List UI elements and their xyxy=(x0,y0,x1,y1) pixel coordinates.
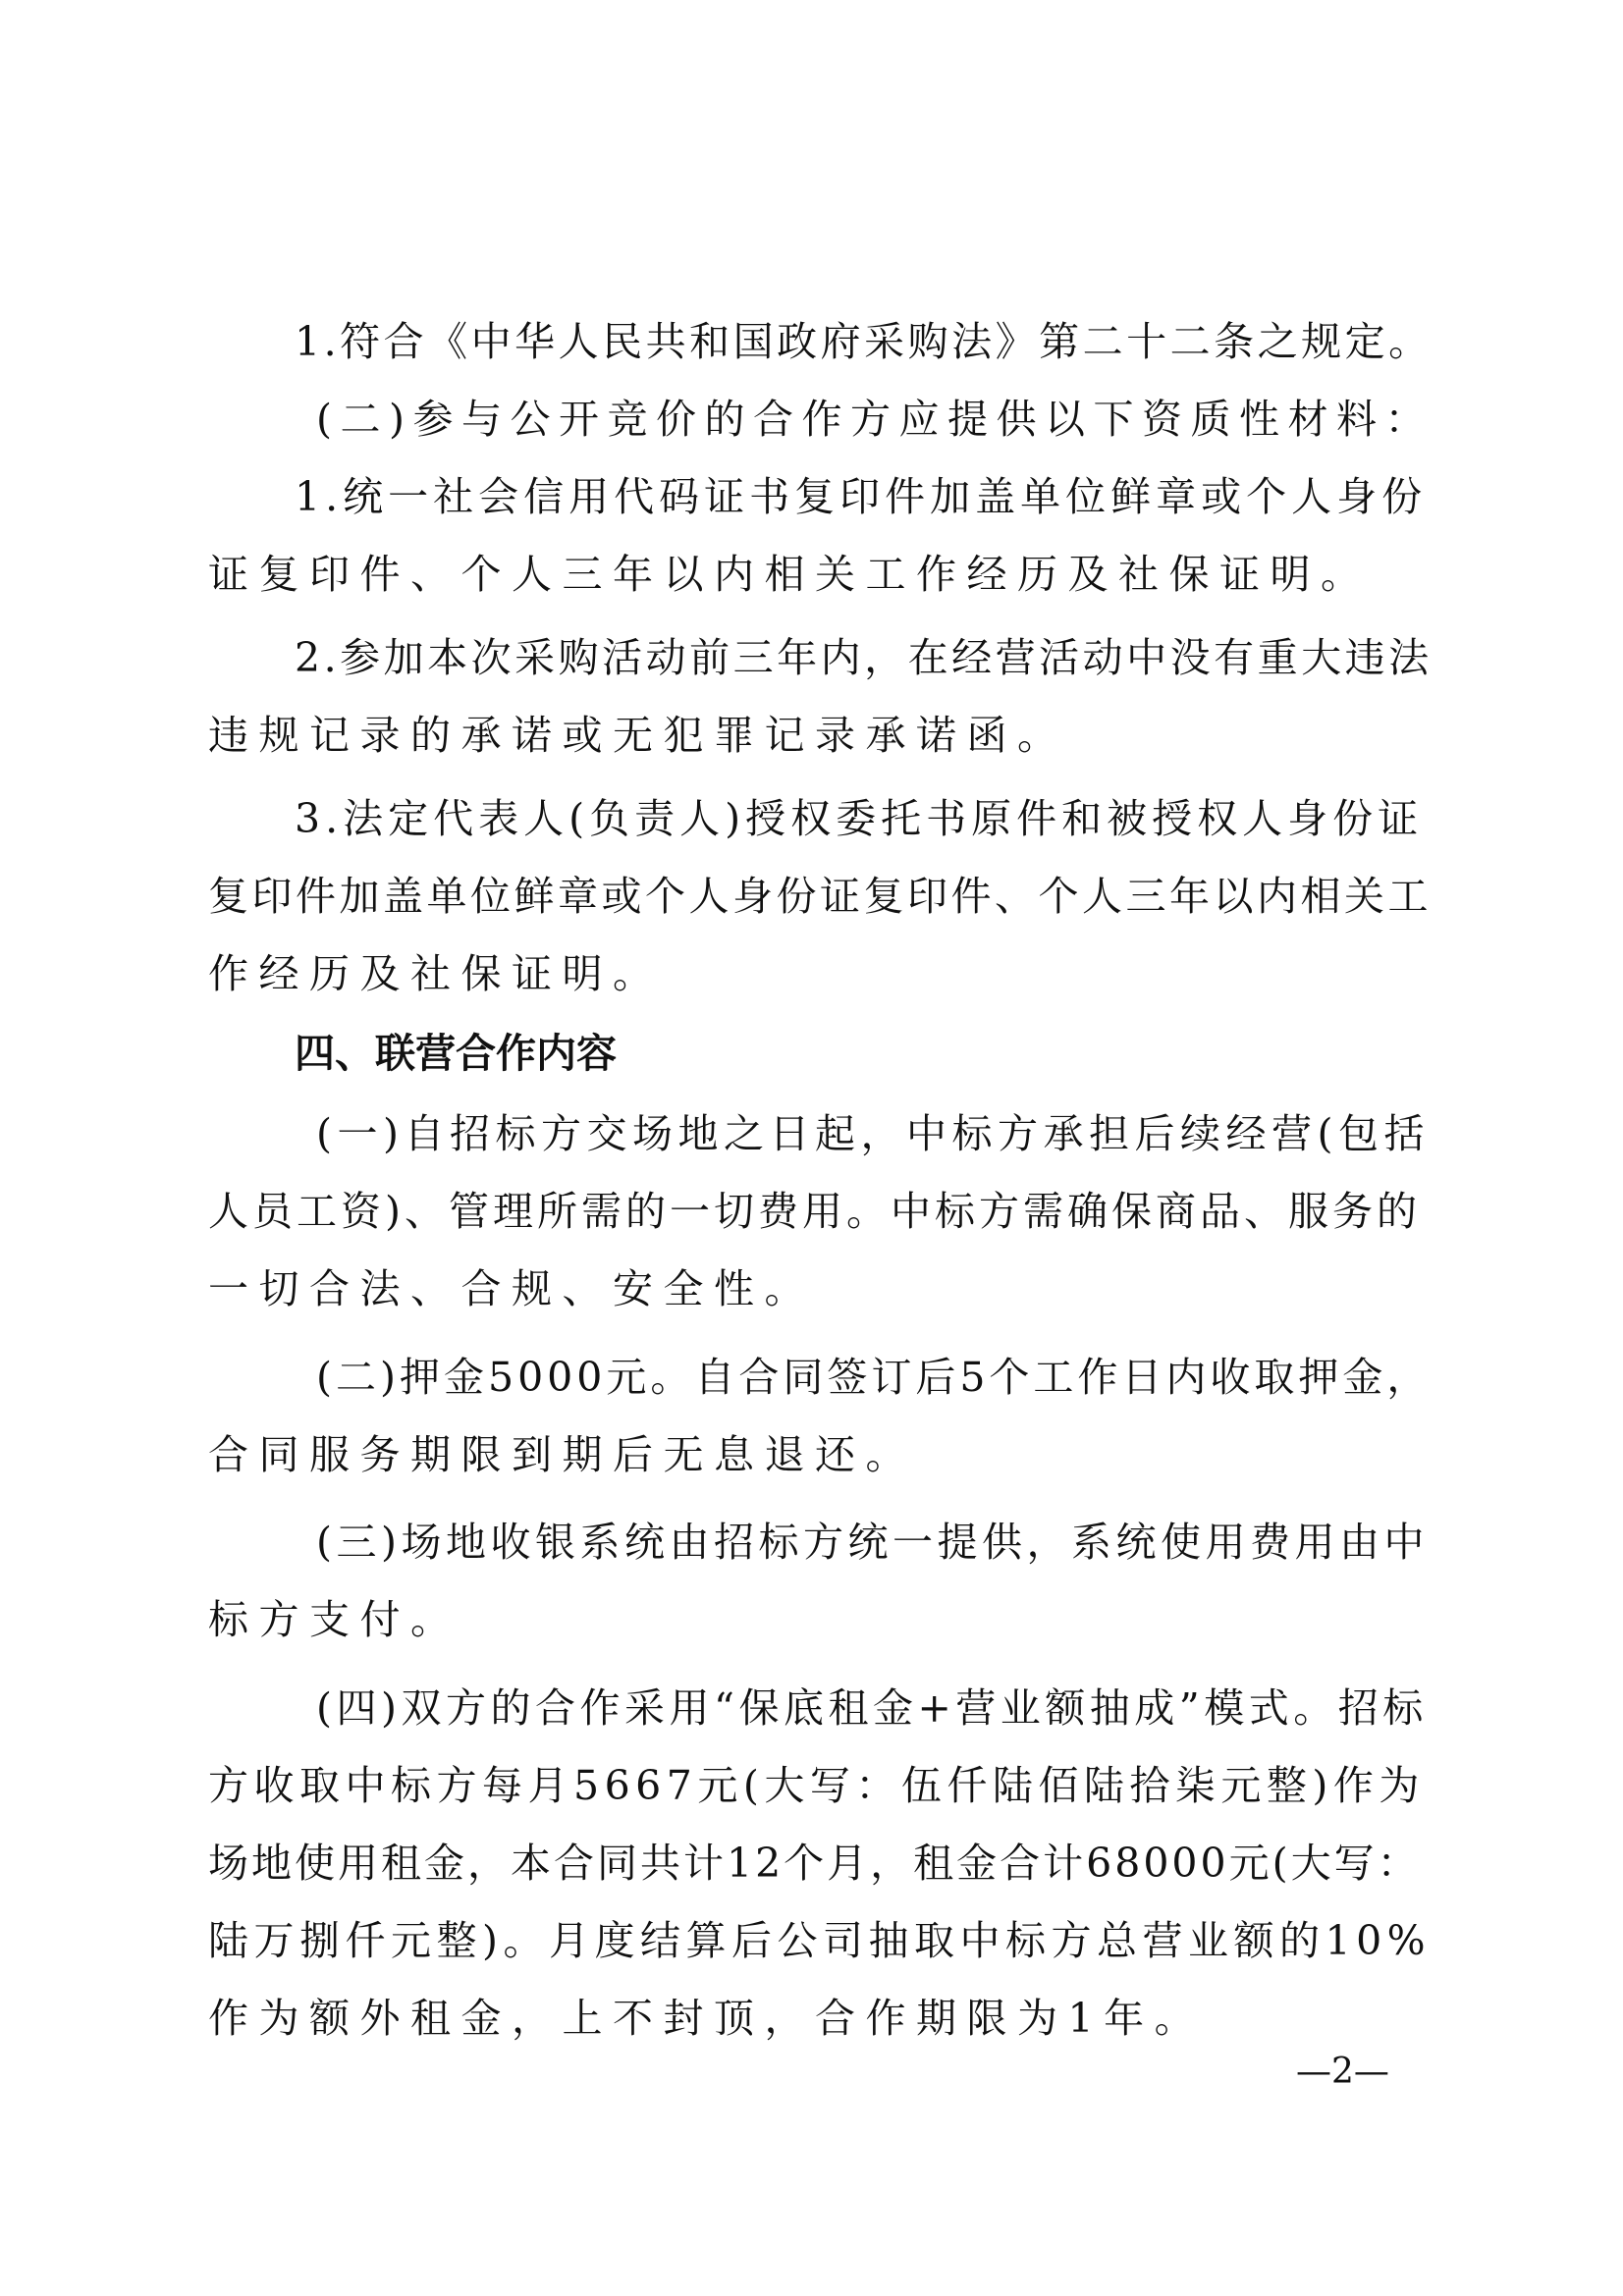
material-item-3-line-1: 3.法定代表人(负责人)授权委托书原件和被授权人身份证 xyxy=(295,795,1424,842)
clause-2-line-2: 合同服务期限到期后无息退还。 xyxy=(208,1431,916,1478)
clause-1-line-1: (一)自招标方交场地之日起，中标方承担后续经营(包括 xyxy=(316,1110,1430,1157)
material-item-3-line-2: 复印件加盖单位鲜章或个人身份证复印件、个人三年以内相关工 xyxy=(208,873,1432,920)
material-item-3-line-3: 作经历及社保证明。 xyxy=(208,950,664,997)
page-number: —2— xyxy=(1296,2052,1389,2092)
material-item-2-line-1: 2.参加本次采购活动前三年内，在经营活动中没有重大违法 xyxy=(295,634,1433,681)
clause-4-line-5: 作为额外租金，上不封顶，合作期限为1年。 xyxy=(208,1995,1206,2042)
qualification-item-1: 1.符合《中华人民共和国政府采购法》第二十二条之规定。 xyxy=(295,318,1433,365)
clause-4-line-1: (四)双方的合作采用“保底租金+营业额抽成”模式。招标 xyxy=(316,1684,1428,1732)
clause-4-line-2: 方收取中标方每月5667元(大写：伍仟陆佰陆拾柒元整)作为 xyxy=(208,1762,1425,1809)
clause-1-line-3: 一切合法、合规、安全性。 xyxy=(208,1265,815,1312)
clause-2-line-1: (二)押金5000元。自合同签订后5个工作日内收取押金， xyxy=(316,1354,1432,1401)
section-heading: 四、联营合作内容 xyxy=(295,1030,617,1077)
clause-4-line-3: 场地使用租金，本合同共计12个月，租金合计68000元(大写： xyxy=(208,1840,1421,1887)
material-item-1-line-1: 1.统一社会信用代码证书复印件加盖单位鲜章或个人身份 xyxy=(295,473,1428,520)
clause-1-line-2: 人员工资)、管理所需的一切费用。中标方需确保商品、服务的 xyxy=(208,1188,1421,1235)
materials-intro: (二)参与公开竞价的合作方应提供以下资质性材料： xyxy=(316,396,1434,443)
material-item-1-line-2: 证复印件、个人三年以内相关工作经历及社保证明。 xyxy=(208,551,1372,598)
clause-4-line-4: 陆万捌仟元整)。月度结算后公司抽取中标方总营业额的10% xyxy=(208,1917,1432,1964)
clause-3-line-2: 标方支付。 xyxy=(208,1596,461,1643)
clause-3-line-1: (三)场地收银系统由招标方统一提供，系统使用费用由中 xyxy=(316,1519,1429,1566)
material-item-2-line-2: 违规记录的承诺或无犯罪记录承诺函。 xyxy=(208,712,1068,759)
